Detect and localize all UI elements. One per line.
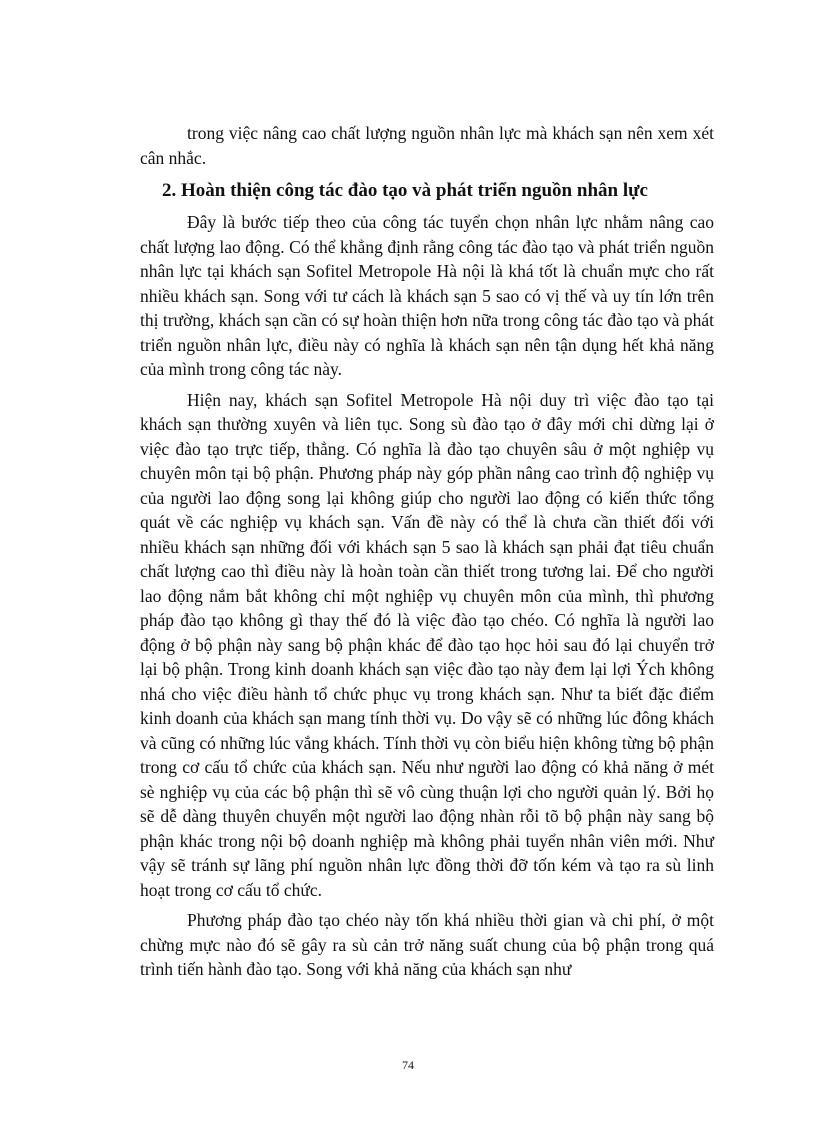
continuation-paragraph: trong việc nâng cao chất lượng nguồn nhân lực mà khách sạn nên xem xét cân nhắc. <box>140 123 714 168</box>
body-paragraph-3: Phương pháp đào tạo chéo này tốn khá nhiều thời gian và chi phí, ở một chừng mực nào đó sẽ gây ra sù cản trở năng suất chung của bộ phận trong quá trình tiến hành đào tạo. Song với khả năng của khách sạn như <box>140 910 714 979</box>
section-heading: 2. Hoàn thiện công tác đào tạo và phát triển nguồn nhân lực <box>162 180 648 201</box>
body-paragraph-1: Đây là bước tiếp theo của công tác tuyển chọn nhân lực nhằm nâng cao chất lượng lao động. Có thể khẳng định rằng công tác đào tạo và phát triển nguồn nhân lực tại khách sạn Sofitel Metropole Hà nội là khá tốt là chuẩn mực cho rất nhiều khách sạn. Song với tư cách là khách sạn 5 sao có vị thế và uy tín lớn trên thị trường, khách sạn cần có sự hoàn thiện hơn nữa trong công tác đào tạo và phát triển nguồn nhân lực, điều này có nghĩa là khách sạn nên tận dụng hết khả năng của mình trong công tác này. <box>140 212 714 379</box>
document-body <box>140 121 714 988</box>
page-number: 74 <box>402 1058 414 1072</box>
body-paragraph-2: Hiện nay, khách sạn Sofitel Metropole Hà nội duy trì việc đào tạo tại khách sạn thường xuyên và liên tục. Song sù đào tạo ở đây mới chỉ dừng lại ở việc đào tạo trực tiếp, thẳng. Có nghĩa là đào tạo chuyên sâu ở một nghiệp vụ chuyên môn tại bộ phận. Phương pháp này góp phần nâng cao trình độ nghiệp vụ của người lao động song lại không giúp cho người lao động có kiến thức tổng quát về các nghiệp vụ khách sạn. Vấn đề này có thể là chưa cần thiết đối với nhiều khách sạn những đối với khách sạn 5 sao là khách sạn phải đạt tiêu chuẩn chất lượng cao thì điều này là hoàn toàn cần thiết trong tương lai. Để cho người lao động nắm bắt không chỉ một nghiệp vụ chuyên môn của mình, thì phương pháp đào tạo không gì thay thế đó là việc đào tạo chéo. Có nghĩa là người lao động ở bộ phận này sang bộ phận khác để đào tạo học hỏi sau đó lại chuyển trở lại bộ phận. Trong kinh doanh khách sạn việc đào tạo này đem lại lợi Ých không nhá cho việc điều hành tổ chức phục vụ trong khách sạn. Như ta biết đặc điểm kinh doanh của khách sạn mang tính thời vụ. Do vậy sẽ có những lúc đông khách và cũng có những lúc vắng khách. Tính thời vụ còn biểu hiện không từng bộ phận trong cơ cấu tổ chức của khách sạn. Nếu như người lao động có khả năng ở mét sè nghiệp vụ của các bộ phận thì sẽ vô cùng thuận lợi cho người quản lý. Bởi họ sẽ dễ dàng thuyên chuyển một người lao động nhàn rỗi tõ bộ phận này sang bộ phận khác trong nội bộ doanh nghiệp mà không phải tuyển nhân viên mới. Như vậy sẽ tránh sự lãng phí nguồn nhân lực đồng thời đỡ tốn kém và tạo ra sù linh hoạt trong cơ cấu tổ chức. <box>140 389 714 900</box>
